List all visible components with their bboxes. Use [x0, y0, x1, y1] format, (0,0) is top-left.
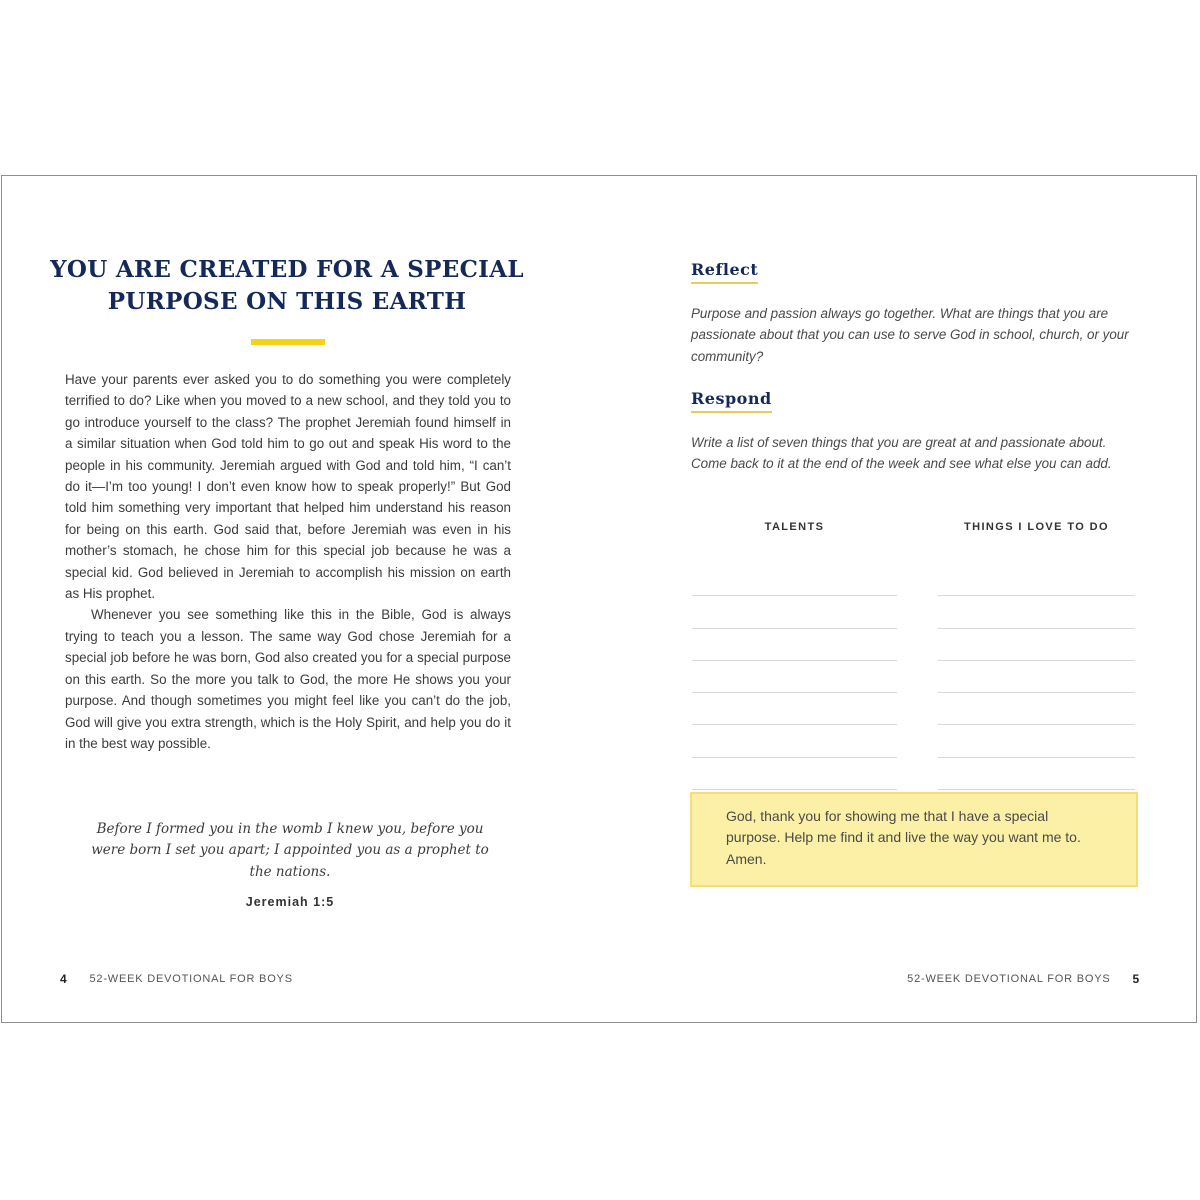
prayer-text: God, thank you for showing me that I have a special purpose. Help me find it and live the way you want me to. Amen.	[726, 808, 1081, 867]
writing-line	[692, 596, 897, 628]
left-page-footer	[60, 972, 293, 986]
title-underline-rule	[251, 339, 325, 345]
devotional-body	[65, 369, 511, 754]
book-spread	[1, 175, 1197, 1023]
writing-line	[692, 725, 897, 757]
writing-line	[938, 725, 1135, 757]
writing-line	[938, 564, 1135, 596]
writing-line	[938, 629, 1135, 661]
writing-line	[938, 693, 1135, 725]
talents-writing-lines	[692, 564, 897, 790]
writing-line	[692, 564, 897, 596]
running-footer-left: 52-WEEK DEVOTIONAL FOR BOYS	[89, 973, 293, 985]
prayer-box	[690, 792, 1138, 887]
things-i-love-column-header: THINGS I LOVE TO DO	[964, 521, 1109, 533]
writing-line	[692, 629, 897, 661]
title-line-1: YOU ARE CREATED FOR A SPECIAL	[50, 256, 524, 283]
scripture-verse: Before I formed you in the womb I knew you, before you were born I set you apart; I appointed you as a prophet to the nations.	[91, 821, 489, 880]
body-paragraph-2: Whenever you see something like this in the Bible, God is always trying to teach you a lesson. The same way God chose Jeremiah for a special job before he was born, God also created you for a special purpose on this earth. So the more you talk to God, the more He shows you your purpose. And though sometimes you might feel like you can’t do the job, God will give you extra strength, which is the Holy Spirit, and help you do it in the best way possible.	[65, 607, 511, 751]
writing-line	[938, 661, 1135, 693]
respond-heading: Respond	[691, 389, 772, 413]
writing-line	[938, 596, 1135, 628]
page-number-left: 4	[60, 972, 68, 986]
scripture-reference: Jeremiah 1:5	[245, 895, 335, 909]
talents-column-header: TALENTS	[764, 521, 825, 533]
running-footer-right: 52-WEEK DEVOTIONAL FOR BOYS	[907, 973, 1111, 985]
writing-line	[692, 758, 897, 790]
page-title	[42, 254, 532, 318]
right-page-footer	[907, 972, 1140, 986]
writing-line	[692, 661, 897, 693]
body-paragraph-1: Have your parents ever asked you to do something you were completely terrified to do? Like when you moved to a new school, and they told you to go introduce yourself to the class? The prophet Jeremiah found himself in a similar situation when God told him to go out and speak His word to the people in his community. Jeremiah argued with God and told him, “I can’t do it—I’m too young! I don’t even know how to speak properly!” But God told him something very important that helped him understand his reason for being on this earth. God said that, before Jeremiah was even in his mother’s stomach, he chose him for this special job because he was a special kid. God believed in Jeremiah to accomplish his mission on earth as His prophet.	[65, 372, 511, 602]
respond-prompt: Write a list of seven things that you are great at and passionate about. Come back to it at the end of the week and see what else you can add.	[691, 435, 1112, 472]
writing-line	[938, 758, 1135, 790]
writing-line	[692, 693, 897, 725]
reflect-heading: Reflect	[691, 260, 758, 284]
reflect-prompt: Purpose and passion always go together. What are things that you are passionate about that you can use to serve God in school, church, or your community?	[691, 306, 1129, 364]
title-line-2: PURPOSE ON THIS EARTH	[107, 288, 467, 315]
page-number-right: 5	[1132, 972, 1140, 986]
things-i-love-writing-lines	[938, 564, 1135, 790]
